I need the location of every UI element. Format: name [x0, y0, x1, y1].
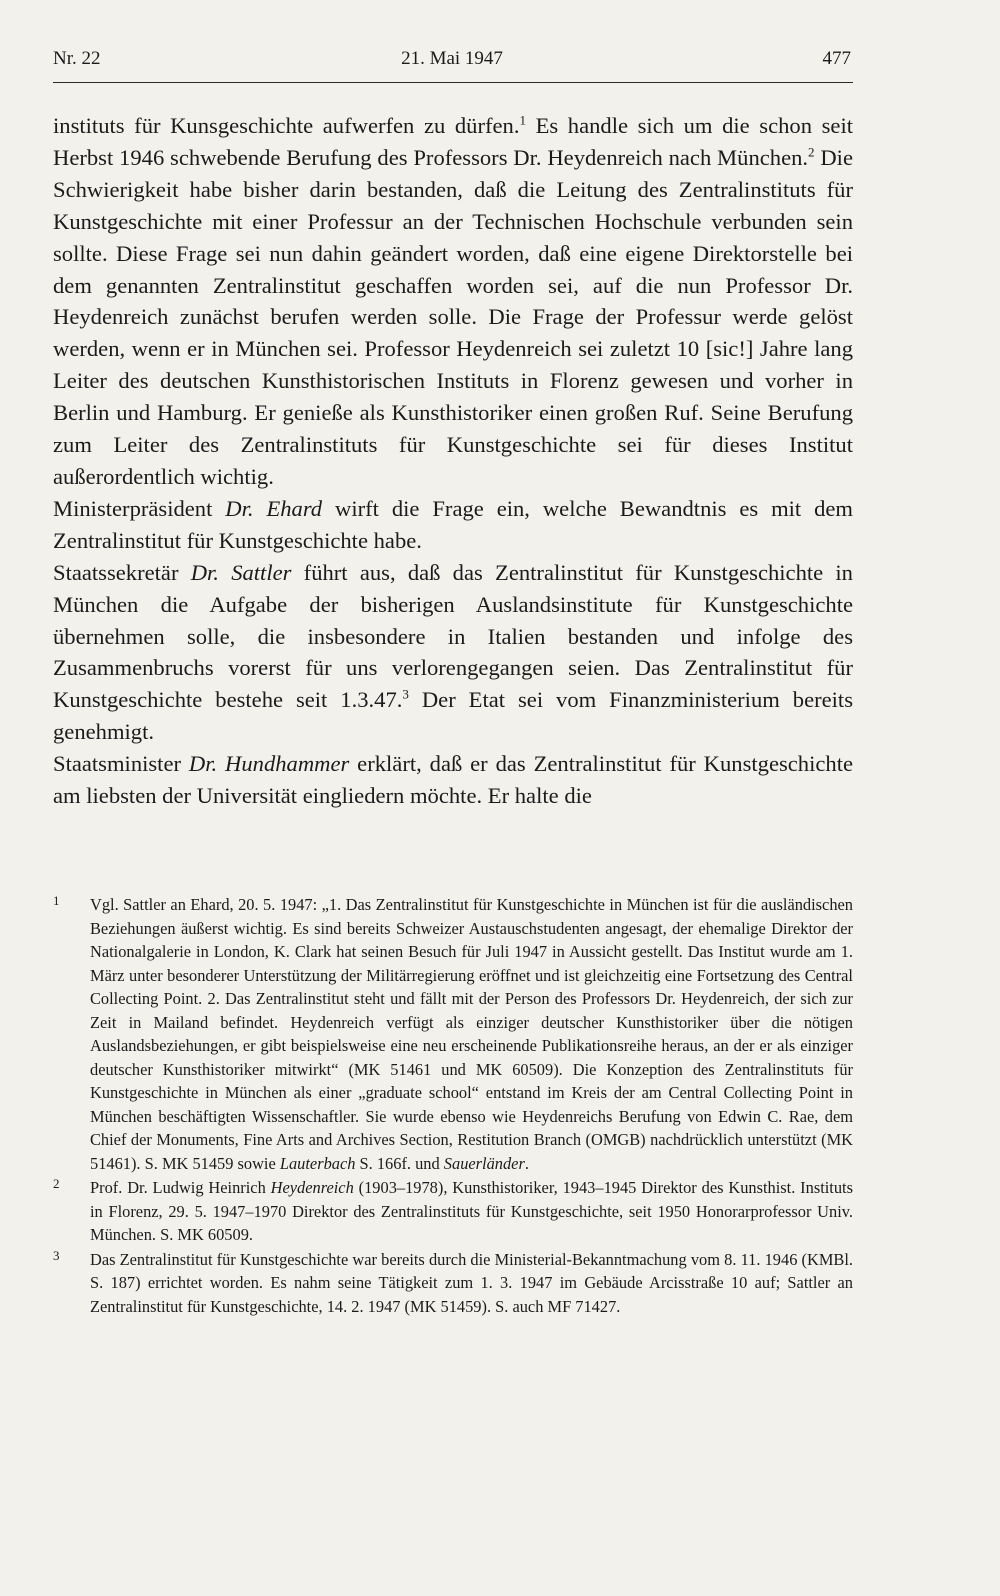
footnote-mark: 3 [53, 1247, 60, 1263]
footnote-mark: 2 [53, 1176, 60, 1191]
footnote: 1 Vgl. Sattler an Ehard, 20. 5. 1947: „1. Das Zentralinstitut für Kunstgeschichte in München ist für die ausländischen Beziehungen äußerst wichtig. Es sind bereits Schweizer Austauschstudenten angesagt, der ehemalige Direktor der Nationalgalerie in London, K. Clark hat seinen Besuch für Juli 1947 in Aussicht gestellt. Das Institut wurde am 1. März unter besonderer Unterstützung der Militärregierung eröffnet und ist gleichzeitig eine Fortsetzung des Central Collecting Point. 2. Das Zentralinstitut steht und fällt mit der Person des Professors Dr. Heydenreich, der sich zur Zeit in Mailand befindet. Heydenreich verfügt als einziger deutscher Kunsthistoriker über die nötigen Auslandsbeziehungen, er gibt beispielsweise eine neu erscheinende Publikationsreihe heraus, an der er als einziger deutscher Kunsthistoriker mitwirkt“ (MK 51461 und MK 60509). Die Konzeption des Zentralinstituts für Kunstgeschichte in München als einer „graduate school“ entstand im Kreis der am Central Collecting Point in München beschäftigten Wissenschaftler. Sie wurde ebenso wie Heydenreichs Berufung von Edwin C. Rae, dem Chief der Monuments, Fine Arts and Archives Section, Restitution Branch (OMGB) nachdrücklich unterstützt (MK 51461). S. MK 51459 sowie Lauterbach S. 166f. und Sauerländer. [53, 893, 853, 1175]
footnote-ref: 3 [402, 686, 409, 702]
page-number: 477 [822, 48, 851, 69]
person-name: Dr. Ehard [225, 495, 323, 521]
person-name: Dr. Hundhammer [188, 751, 350, 777]
paragraph: instituts für Kunsgeschichte aufwerfen zu dürfen.$^1$ Es handle sich um die schon seit Herbst 1946 schwebende Berufung des Professors Dr. Heydenreich nach München.$^2$ Die Schwierigkeit habe bisher darin bestanden, daß die Leitung des Zentralinstituts für Kunstgeschichte mit einer Professur an der Technischen Hochschule verbunden sein sollte. Diese Frage sei nun dahin geändert worden, daß eine eigene Direktorstelle bei dem genannten Zentralinstitut geschaffen worden sei, auf die nun Professor Dr. Heydenreich zunächst berufen werden solle. Die Frage der Professur werde gelöst werden, wenn er in München sei. Professor Heydenreich sei zuletzt 10 [sic!] Jahre lang Leiter des deutschen Kunsthistorischen Instituts in Florenz gewesen und vorher in Berlin und Hamburg. Er genieße als Kunsthistoriker einen großen Ruf. Seine Berufung zum Leiter des Zentralinstituts für Kunstgeschichte sei für dieses Institut außerordentlich wichtig. [53, 112, 854, 489]
running-header [53, 44, 851, 74]
footnote-mark: 1 [53, 893, 60, 908]
header-date: 21. Mai 1947 [401, 48, 503, 69]
paragraph: Staatssekretär Dr. Sattler führt aus, daß das Zentralinstitut für Kunstgeschichte in München die Aufgabe der bisherigen Auslandsinstitute für Kunstgeschichte übernehmen solle, die insbesondere in Italien bestanden und infolge des Zusammenbruchs vorerst für uns verlorengegangen seien. Das Zentralinstitut für Kunstgeschichte bestehe seit 1.3.47.$^3$ Der Etat sei vom Finanzministerium bereits genehmigt. [53, 559, 853, 745]
paragraph: Staatsminister Dr. Hundhammer erklärt, daß er das Zentralinstitut für Kunstgeschichte am liebsten der Universität eingliedern möchte. Er halte die [53, 751, 854, 809]
footnote: 2 Prof. Dr. Ludwig Heinrich Heydenreich (1903–1978), Kunsthistoriker, 1943–1945 Direktor des Kunsthist. Instituts in Florenz, 29. 5. 1947–1970 Direktor des Zentralinstituts für Kunstgeschichte, seit 1950 Honorarprofessor Univ. München. S. MK 60509. [53, 1176, 853, 1247]
person-name: Dr. Sattler [190, 559, 292, 585]
footnote-ref: 1 [519, 112, 526, 128]
footnote: 3 Das Zentralinstitut für Kunstgeschichte war bereits durch die Ministerial-Bekanntmachung vom 8. 11. 1946 (KMBl. S. 187) errichtet worden. Es nahm seine Tätigkeit zum 1. 3. 1947 im Gebäude Arcisstraße 10 auf; Sattler an Zentralinstitut für Kunstgeschichte, 14. 2. 1947 (MK 51459). S. auch MF 71427. [53, 1248, 853, 1319]
footnote-ref: 2 [808, 144, 815, 160]
main-text [53, 110, 853, 812]
document-number: Nr. 22 [53, 48, 101, 69]
footnotes [53, 893, 853, 1319]
header-rule [53, 82, 853, 83]
paragraph: Ministerpräsident Dr. Ehard wirft die Frage ein, welche Bewandtnis es mit dem Zentralinstitut für Kunstgeschichte habe. [53, 495, 854, 553]
